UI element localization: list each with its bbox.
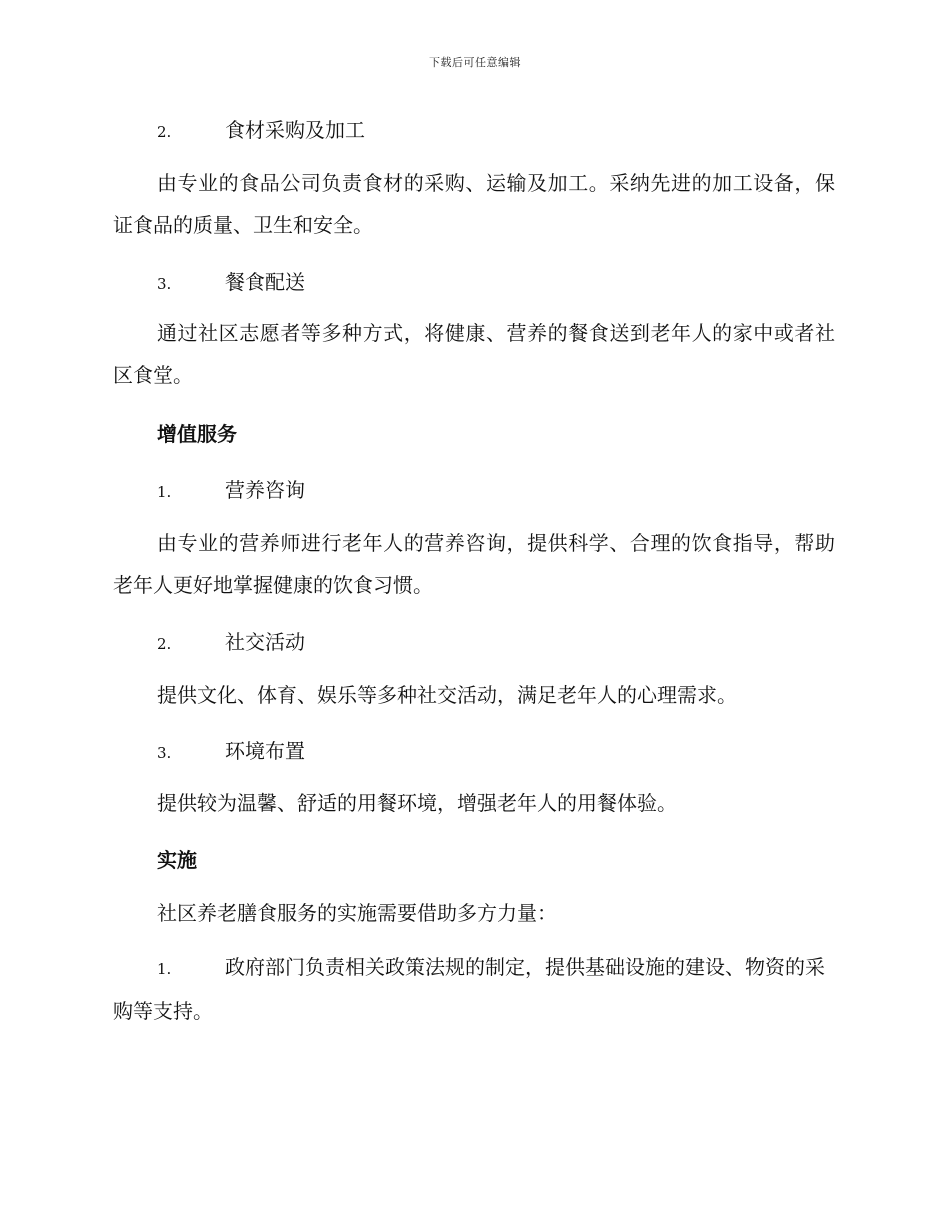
section-heading-value-added: 增值服务 <box>157 422 237 446</box>
list-item-social <box>113 626 879 655</box>
list-item-nutrition <box>113 474 879 503</box>
list-number: 2. <box>157 635 172 653</box>
paragraph-implementation-intro: 社区养老膳食服务的实施需要借助多方力量： <box>157 901 557 925</box>
list-number: 1. <box>157 483 172 501</box>
list-title: 营养咨询 <box>225 478 305 502</box>
section-heading-implementation: 实施 <box>157 848 197 872</box>
list-number: 3. <box>157 275 172 293</box>
paragraph-nutrition: 由专业的营养师进行老年人的营养咨询，提供科学、合理的饮食指导，帮助老年人更好地掌握健康的饮食习惯。 <box>113 531 835 597</box>
paragraph-environment: 提供较为温馨、舒适的用餐环境，增强老年人的用餐体验。 <box>157 791 677 815</box>
list-number: 3. <box>157 744 172 762</box>
list-title: 社交活动 <box>225 630 305 654</box>
list-number: 2. <box>157 123 172 141</box>
list-text: 政府部门负责相关政策法规的制定，提供基础设施的建设、物资的采购等支持。 <box>113 955 825 1023</box>
list-title: 餐食配送 <box>225 270 305 294</box>
list-item-government <box>113 946 835 1032</box>
paragraph-procurement: 由专业的食品公司负责食材的采购、运输及加工。采纳先进的加工设备，保证食品的质量、卫生和安全。 <box>113 171 835 237</box>
list-title: 食材采购及加工 <box>225 118 365 142</box>
page-header-note: 下载后可任意编辑 <box>429 56 521 69</box>
paragraph-social: 提供文化、体育、娱乐等多种社交活动，满足老年人的心理需求。 <box>157 683 737 707</box>
list-number: 1. <box>157 960 172 978</box>
list-item-environment <box>113 735 879 764</box>
list-title: 环境布置 <box>225 739 305 763</box>
list-item-procurement <box>113 114 879 143</box>
list-item-delivery <box>113 266 879 295</box>
paragraph-delivery: 通过社区志愿者等多种方式，将健康、营养的餐食送到老年人的家中或者社区食堂。 <box>113 321 835 387</box>
